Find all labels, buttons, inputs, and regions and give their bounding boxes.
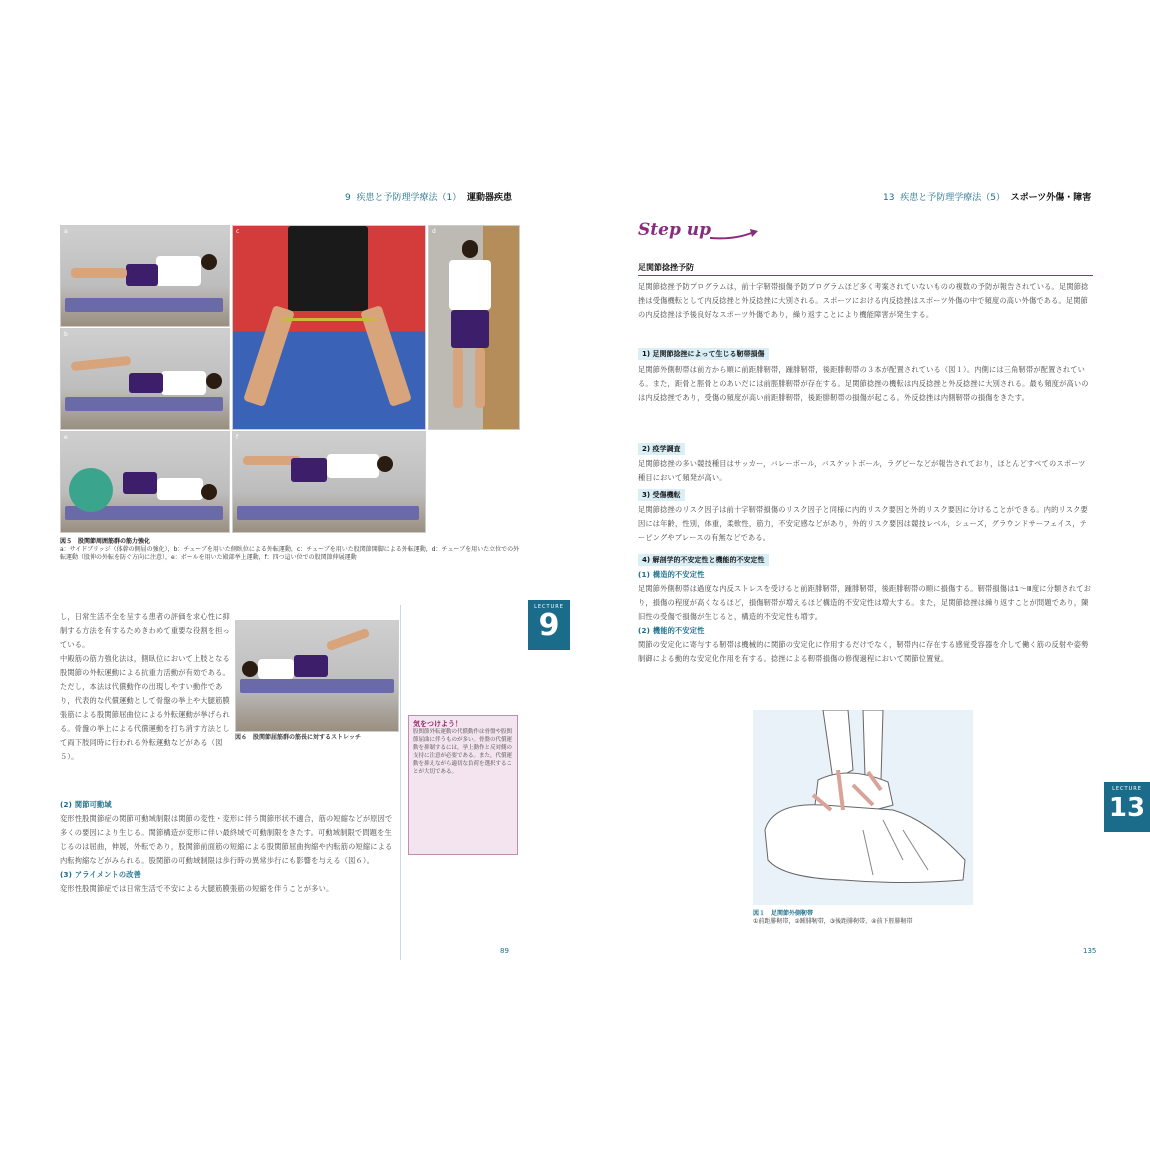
person-head [206,373,222,389]
figure6-caption: 図６ 股関節屈筋群の筋長に対するストレッチ [235,734,361,741]
person-shorts [294,655,328,677]
sub3-title: 3) 受傷機転 [638,489,685,501]
lecture-tab-9 [528,600,570,650]
person-torso [157,478,203,500]
section3-text: 変形性股関節症では日常生活で不安による大腿筋膜張筋の短縮を伴うことが多い。 [60,884,334,893]
person-shorts [291,458,327,482]
person-leg [326,628,370,652]
photo-label: a [64,228,68,235]
sub4b-text: 関節の安定化に寄与する靭帯は機械的に関節の安定化に作用するだけでなく，靭帯内に存在する感覚受容器を介して働く筋の反射や姿勢制御による動的な安定化作用を有する。捻挫による靭帯損傷の修復過程において関節位置覚。 [638,640,1089,663]
photo-figure6 [235,620,399,732]
sub4-block [638,568,1093,666]
person-leg-left [453,348,463,408]
section2-text: 変形性股関節症の関節可動域制限は関節の変性・変形に伴う関節形状不適合，筋の短縮などが原因で多くの要因により生じる。関節構造が変形に伴い最終域で可動制限をきたす。可動域制限で問題を生じるのは屈曲，伸展，外転であり，股関節前面筋の短縮による股関節屈曲拘縮や内転筋の短縮による内転拘縮などがみられる。股関節の可動域制限は歩行時の異常歩行にも影響を与える（図６）。 [60,814,393,865]
bench [65,298,223,312]
left-page-number: 89 [500,947,509,955]
bench [240,679,394,693]
column-rule [400,605,401,960]
lecture-tab-label: LECTURE [1112,786,1142,792]
person-shorts [126,264,158,286]
body-text-1-content: し，日常生活不全を呈する患者の評価を求心性に抑制する方法を有するためきわめて重要な役割を担っている。 [60,612,230,649]
lecture-tab-number: 9 [538,608,560,643]
caution-note [408,715,518,855]
right-page [628,180,1098,970]
photo-d [428,225,520,430]
lecture-tab-13 [1104,782,1150,832]
right-header-subtitle: スポーツ外傷・障害 [1010,193,1092,203]
person-legs [71,268,127,278]
person-leg-right [475,348,485,408]
section2-block [60,798,398,896]
bench [237,506,419,520]
sub1-text: 足関節外側靭帯は前方から順に前距腓靭帯，踵腓靭帯，後距腓靭帯の３本が配置されている（図１）。内側には三角靭帯が配置されている。また，距骨と脛骨とのあいだには前脛腓靭帯が存在する。足関節捻挫の機転は内反捻挫と外反捻挫に大別される。最も頻度が高いのは内反捻挫であり，受傷の頻度が高い前距腓靭帯，後距腓靭帯の損傷が起こる。外反捻挫は内側靭帯の損傷をきたす。 [638,365,1089,402]
step-up-label: Step up [638,220,711,240]
right-header-number: 13 [883,193,895,203]
left-page [50,180,520,970]
figure1-caption [753,910,1013,926]
figure5-caption-body: a：サイドブリッジ（体幹の側屈の強化），b：チューブを用いた側臥位による外転運動，c：チューブを用いた股関節開脚による外転運動，d：チューブを用いた立位での外転運動（股伸の外転を防ぐ方向に注意），e：ボールを用いた殿部挙上運動，f：四つ這い位での股関節伸展運動 [60,546,520,561]
sub4-title: 4) 解剖学的不安定性と機能的不安定性 [638,554,769,566]
person-torso [327,454,379,478]
intro-text: 足関節捻挫予防プログラムは，前十字靭帯損傷予防プログラムほど多く考案されていないものの複数の予防が報告されている。足関節捻挫は受傷機転として内反捻挫と外反捻挫に大別される。スポーツにおける内反捻挫はスポーツ外傷の中で頻度の高い外傷である。足関節の内反捻挫は予後良好なスポーツ外傷であり，繰り返すことにより機能障害が発生する。 [638,282,1089,319]
person-torso [156,256,201,286]
photo-c [232,225,426,430]
left-header [345,190,512,203]
photo-b [60,328,230,430]
section2-title: (2) 関節可動域 [60,800,112,809]
sub3-text: 足関節捻挫のリスク因子は前十字靭帯損傷のリスク因子と同様に内的リスク要因と外的リスク要因に分けることができる。内的リスク要因には年齢，性別，体重，柔軟性，筋力，不安定感などがあり，外的リスク要因は競技レベル，シューズ，グラウンドサーフェイス，テーピングやブレースの有無などである。 [638,505,1088,542]
person-shorts [451,310,489,348]
sub1-title: 1) 足関節捻挫によって生じる靭帯損傷 [638,348,769,360]
photo-label: b [64,331,68,338]
right-page-number: 135 [1083,947,1097,955]
person-head [201,254,217,270]
body-text-1 [60,610,230,764]
figure5-caption [60,538,520,562]
sub4b-title: (2) 機能的不安定性 [638,626,705,635]
figure1-caption-body: ①前距腓靭帯，②踵腓靭帯，③後距腓靭帯，④前下脛腓靭帯 [753,918,913,925]
sub4a-text: 足関節外側靭帯は過度な内反ストレスを受けると前距腓靭帯，踵腓靭帯，後距腓靭帯の順に損傷する。靭帯損傷は1～Ⅲ度に分類されており，損傷の程度が高くなるほど，損傷靭帯が増えるほど構造的不安定性は増大する。また，足関節捻挫は繰り返すことが問題であり，陳旧性の受傷で損傷が生じると，構造的不安定性も増す。 [638,584,1091,621]
person-shorts [129,373,163,393]
photo-label: d [432,228,436,235]
lecture-tab-number: 13 [1108,793,1146,823]
person-legs [71,356,132,371]
ankle-illustration [753,710,973,905]
person-torso [161,371,206,395]
figure5-caption-title: 図５ 股関節周囲筋群の筋力強化 [60,538,151,545]
ankle-bones-diagram [753,710,973,905]
step-up-arrow-icon [710,228,760,242]
photo-label: e [64,434,68,441]
right-header-title: 疾患と予防理学療法（5） [900,193,1005,203]
photo-label: f [236,434,239,441]
section-title: 足関節捻挫予防 [638,262,1093,276]
photo-label: c [236,228,240,235]
person-head [377,456,393,472]
person-head [462,240,478,258]
exercise-ball [69,468,113,512]
figure1-caption-title: 図１ 足関節外側靭帯 [753,910,814,917]
bench [65,397,223,411]
photo-e [60,431,230,533]
person-shorts [123,472,157,494]
person-shorts [288,226,368,311]
step-up-logo [638,220,758,246]
section3-title: (3) アライメントの改善 [60,870,142,879]
caution-note-text: 股関節外転運動の代償動作は骨盤や股関節屈曲に伴うものが多い。骨盤の代償運動を抑制するには，挙上動作と反対側の支持に注意が必要である。また，代償運動を抑えながら適切な負荷を選択することが大切である。 [413,729,513,775]
sub2-text: 足関節捻挫の多い競技種目はサッカー，バレーボール，バスケットボール，ラグビーなどが報告されており，ほとんどすべてのスポーツ種目において頻発が高い。 [638,459,1086,482]
body-text-2-content: 中殿筋の筋力強化法は，側臥位において上肢となる股関節の外転運動による抗重力活動が有効である。ただし，本法は代償動作の出現しやすい動作であり，代表的な代償運動として骨盤の挙上や大腿筋膜張筋による股関節屈曲位による外転運動が挙げられる。骨盤の挙上による代償運動を打ち消す方法として両下肢同時に行われる外転運動などがある（図５）。 [60,654,230,761]
sub2-title: 2) 疫学調査 [638,443,685,455]
right-header [883,190,1091,203]
person-torso [449,260,491,310]
left-header-number: 9 [345,193,351,203]
photo-f [232,431,426,533]
exercise-band [281,318,376,321]
caution-note-title: 気をつけよう！ [413,720,462,728]
lecture-tab-label: LECTURE [534,604,564,610]
person-head [242,661,258,677]
sub4a-title: (1) 構造的不安定性 [638,570,705,579]
left-header-subtitle: 運動器疾患 [466,193,512,203]
left-header-title: 疾患と予防理学療法（1） [356,193,462,203]
photo-a [60,225,230,327]
person-head [201,484,217,500]
person-torso [258,659,294,679]
